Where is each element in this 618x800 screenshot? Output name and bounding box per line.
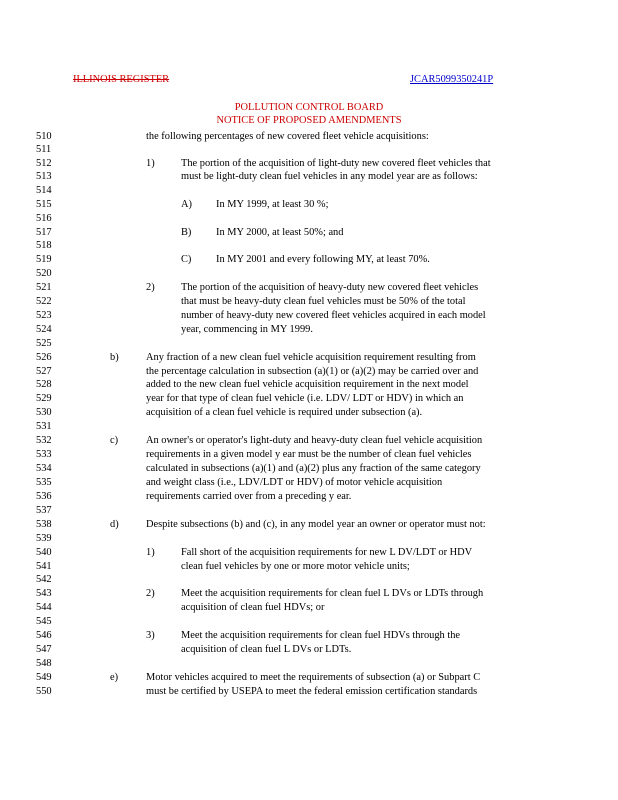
line-number: 519 xyxy=(36,254,52,265)
line-number: 532 xyxy=(36,435,52,446)
text-line: calculated in subsections (a)(1) and (a)(2) plus any fraction of the same category xyxy=(146,463,481,474)
text-line: Any fraction of a new clean fuel vehicle acquisition requirement resulting from xyxy=(146,352,476,363)
text-line: In MY 2000, at least 50%; and xyxy=(216,227,344,238)
item-label-e: e) xyxy=(110,672,119,683)
line-number: 528 xyxy=(36,379,52,390)
item-label-a1C: C) xyxy=(181,254,192,265)
text-line: acquisition of clean fuel L DVs or LDTs. xyxy=(181,644,352,655)
text-line: must be certified by USEPA to meet the federal emission certification standards xyxy=(146,686,478,697)
line-number: 513 xyxy=(36,171,52,182)
board-title-text: POLLUTION CONTROL BOARD xyxy=(234,102,384,113)
text-line: year, commencing in MY 1999. xyxy=(181,324,313,335)
line-number: 544 xyxy=(36,602,52,613)
line-number: 536 xyxy=(36,491,52,502)
text-line: the percentage calculation in subsection (a)(1) or (a)(2) may be carried over and xyxy=(146,366,479,377)
text-line: must be light-duty clean fuel vehicles in any model year are as follows: xyxy=(181,171,478,182)
text-line: Despite subsections (b) and (c), in any model year an owner or operator must not: xyxy=(146,519,486,530)
text-line: Meet the acquisition requirements for clean fuel L DVs or LDTs through xyxy=(181,588,484,599)
item-label-d: d) xyxy=(110,519,119,530)
line-number: 524 xyxy=(36,324,52,335)
text-line: and weight class (i.e., LDV/LDT or HDV) of motor vehicle acquisition xyxy=(146,477,443,488)
line-number: 526 xyxy=(36,352,52,363)
item-label-c: c) xyxy=(110,435,119,446)
text-line: added to the new clean fuel vehicle acquisition requirement in the next model xyxy=(146,379,469,390)
line-number: 523 xyxy=(36,310,52,321)
line-number: 541 xyxy=(36,561,52,572)
text-line: An owner's or operator's light-duty and heavy-duty clean fuel vehicle acquisition xyxy=(146,435,483,446)
line-number: 531 xyxy=(36,421,52,432)
text-line: the following percentages of new covered fleet vehicle acquisitions: xyxy=(146,131,429,142)
text-line: In MY 2001 and every following MY, at least 70%. xyxy=(216,254,430,265)
line-number: 547 xyxy=(36,644,52,655)
line-number: 543 xyxy=(36,588,52,599)
line-number: 534 xyxy=(36,463,52,474)
line-number: 521 xyxy=(36,282,52,293)
text-line: acquisition of a clean fuel vehicle is required under subsection (a). xyxy=(146,407,423,418)
line-number: 530 xyxy=(36,407,52,418)
line-number: 546 xyxy=(36,630,52,641)
register-header: ILLINOIS REGISTER xyxy=(73,74,170,85)
line-number: 517 xyxy=(36,227,52,238)
line-number: 529 xyxy=(36,393,52,404)
text-line: The portion of the acquisition of heavy-duty new covered fleet vehicles xyxy=(181,282,479,293)
line-number: 514 xyxy=(36,185,52,196)
line-number: 520 xyxy=(36,268,52,279)
line-number: 550 xyxy=(36,686,52,697)
line-number: 539 xyxy=(36,533,52,544)
text-line: Fall short of the acquisition requirements for new L DV/LDT or HDV xyxy=(181,547,473,558)
text-line: year for that type of clean fuel vehicle (i.e. LDV/ LDT or HDV) in which an xyxy=(146,393,464,404)
line-number: 540 xyxy=(36,547,52,558)
line-number: 510 xyxy=(36,131,52,142)
line-number: 535 xyxy=(36,477,52,488)
item-label-a1B: B) xyxy=(181,227,192,238)
item-label-b: b) xyxy=(110,352,119,363)
text-line: clean fuel vehicles by one or more motor vehicle units; xyxy=(181,561,410,572)
board-title xyxy=(0,101,618,114)
text-line: Motor vehicles acquired to meet the requirements of subsection (a) or Subpart C xyxy=(146,672,481,683)
line-number: 522 xyxy=(36,296,52,307)
notice-title-text: NOTICE OF PROPOSED AMENDMENTS xyxy=(216,115,402,126)
line-number: 515 xyxy=(36,199,52,210)
item-label-a1A: A) xyxy=(181,199,192,210)
line-number: 542 xyxy=(36,574,52,585)
line-number: 527 xyxy=(36,366,52,377)
text-line: In MY 1999, at least 30 %; xyxy=(216,199,329,210)
line-number: 548 xyxy=(36,658,52,669)
line-number: 525 xyxy=(36,338,52,349)
item-label-d2: 2) xyxy=(146,588,155,599)
line-number: 516 xyxy=(36,213,52,224)
text-line: that must be heavy-duty clean fuel vehicles must be 50% of the total xyxy=(181,296,466,307)
text-line: requirements in a given model y ear must be the number of clean fuel vehicles xyxy=(146,449,472,460)
text-line: Meet the acquisition requirements for clean fuel HDVs through the xyxy=(181,630,461,641)
line-number: 511 xyxy=(36,144,52,155)
line-number: 538 xyxy=(36,519,52,530)
line-number: 549 xyxy=(36,672,52,683)
text-line: The portion of the acquisition of light-duty new covered fleet vehicles that xyxy=(181,158,491,169)
text-line: number of heavy-duty new covered fleet vehicles acquired in each model xyxy=(181,310,486,321)
item-label-a1: 1) xyxy=(146,158,155,169)
line-number: 545 xyxy=(36,616,52,627)
item-label-d1: 1) xyxy=(146,547,155,558)
line-number: 512 xyxy=(36,158,52,169)
line-number: 518 xyxy=(36,240,52,251)
text-line: requirements carried over from a preceding y ear. xyxy=(146,491,352,502)
notice-title xyxy=(0,114,618,127)
text-line: acquisition of clean fuel HDVs; or xyxy=(181,602,325,613)
line-number: 537 xyxy=(36,505,52,516)
line-number: 533 xyxy=(36,449,52,460)
jcar-code-link[interactable]: JCAR5099350241P xyxy=(410,74,494,85)
item-label-d3: 3) xyxy=(146,630,155,641)
item-label-a2: 2) xyxy=(146,282,155,293)
